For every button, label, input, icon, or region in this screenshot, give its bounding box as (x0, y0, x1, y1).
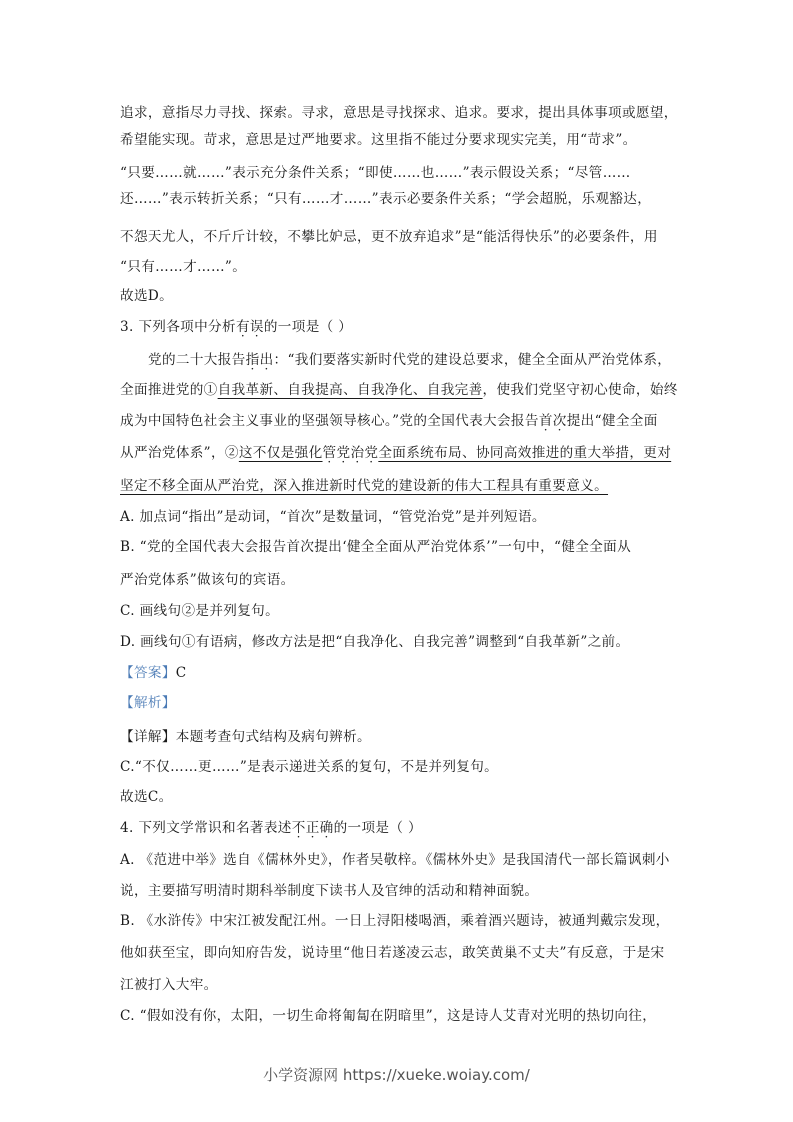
q4-stem-prefix: 4. 下列文学常识和名著表述 (120, 820, 292, 836)
dotted-char: 出 (259, 352, 274, 368)
footer-watermark: 小学资源网 https://xueke.woiay.com/ (263, 1066, 530, 1084)
q3-answer (120, 664, 680, 682)
q4-option-c: C. “假如没有你，太阳，一切生命将匍匐在阴暗里”，这是诗人艾青对光明的热切向往， (120, 1008, 657, 1024)
dotted-char: 管 (322, 445, 337, 461)
underlined-sentence-2: 坚定不移全面从严治党，深入推进新时代党的建设新的伟大工程具有重要意义。 (120, 478, 609, 494)
underlined-sentence-1: 自我革新、自我提高、自我净化、自我完善 (217, 382, 483, 398)
prev-explanation-line: 还……”表示转折关系；“只有……才……”表示必要条件关系；“学会超脱，乐观豁达， (120, 191, 652, 207)
q4-option-a: A. 《范进中举》选自《儒林外史》，作者吴敬梓。《儒林外史》是我国清代一部长篇讽刺小 (120, 852, 670, 868)
q4-option-b: B. 《水浒传》中宋江被发配江州。一日上浔阳楼喝酒，乘着酒兴题诗，被通判戴宗发现， (120, 913, 670, 929)
analysis-tag: 【解析】 (120, 695, 176, 711)
dotted-char: 党 (336, 445, 351, 461)
prev-explanation-line: 追求，意指尽力寻找、探索。寻求，意思是寻找探求、追求。要求，提出具体事项或愿望， (120, 105, 678, 121)
q4-option-b-cont: 江被打入大牢。 (120, 977, 218, 993)
underlined-sentence-2: 全面系统布局、协同高效推进的重大举措，更对 (378, 445, 672, 461)
q3-passage-line-1 (148, 351, 708, 369)
dotted-char: 指 (245, 352, 260, 368)
dotted-char: 确 (319, 820, 334, 836)
q3-stem (120, 318, 680, 336)
q4-stem-suffix: 的一项是（ ） (333, 820, 422, 836)
dotted-char: 治 (350, 445, 365, 461)
dotted-char: 不 (291, 820, 306, 836)
q3-stem-prefix: 3. 下列各项中分析 (120, 319, 236, 335)
q3-passage-line-5 (120, 477, 680, 495)
q3-option-a: A. 加点词“指出”是动词，“首次”是数量词，“管党治党”是并列短语。 (120, 509, 546, 525)
prev-explanation-line: 希望能实现。苛求，意思是过严地要求。这里指不能过分要求现实完美，用“苛求”。 (120, 132, 637, 148)
dotted-char: 正 (305, 820, 320, 836)
prev-explanation-line: 不怨天尤人，不斤斤计较，不攀比妒忌，更不放弃追求”是“能活得快乐”的必要条件，用 (120, 229, 658, 245)
answer-value: C (175, 665, 187, 681)
text: 成为中国特色社会主义事业的坚强领导核心。”党的全国代表大会报告 (120, 413, 539, 429)
q3-passage-line-2 (120, 381, 680, 399)
prev-explanation-line: “只要……就……”表示充分条件关系；“即使……也……”表示假设关系；“尽管…… (120, 165, 631, 181)
q3-option-d: D. 画线句①有语病，修改方法是把“自我净化、自我完善”调整到“自我革新”之前。 (120, 634, 630, 650)
q4-option-b-cont: 他如获至宝，即向知府告发，说诗里“他日若遂凌云志，敢笑黄巢不丈夫”有反意，于是宋 (120, 945, 665, 961)
text: ：“我们要落实新时代党的建设总要求，健全全面从严治党体系， (273, 352, 672, 368)
prev-conclusion: 故选D。 (120, 288, 174, 304)
q3-explanation: C.“不仅……更……”是表示递进关系的复句，不是并列复句。 (120, 759, 499, 775)
q3-detail: 【详解】本题考查句式结构及病句辨析。 (120, 729, 371, 745)
dotted-char: 首 (538, 413, 553, 429)
q4-option-a-cont: 说，主要描写明清时期科举制度下读书人及官绅的活动和精神面貌。 (120, 883, 539, 899)
text: 从严治党体系”，② (120, 445, 239, 461)
answer-tag: 【答案】 (120, 665, 176, 681)
text: 党的二十大报告 (148, 352, 246, 368)
q3-option-b-cont: 严治党体系”做该句的宾语。 (120, 572, 295, 588)
q3-conclusion: 故选C。 (120, 789, 173, 805)
prev-explanation-line: “只有……才……”。 (120, 259, 247, 275)
dotted-char: 次 (552, 413, 567, 429)
dotted-char: 误 (249, 319, 264, 335)
q3-stem-suffix: 的一项是（ ） (263, 319, 353, 335)
text: 提出“健全全面 (566, 413, 658, 429)
q3-option-b: B. “党的全国代表大会报告首次提出‘健全全面从严治党体系’”一句中，“健全全面从 (120, 539, 632, 555)
q4-stem (120, 819, 680, 837)
q3-passage-line-4 (120, 444, 680, 462)
q3-option-c: C. 画线句②是并列复句。 (120, 603, 280, 619)
q3-passage-line-3 (120, 412, 680, 430)
underlined-sentence-2: 这不仅是强化 (238, 445, 323, 461)
dotted-char: 党 (364, 445, 379, 461)
text: ，使我们党坚守初心使命，始终 (482, 382, 678, 398)
text: 全面推进党的① (120, 382, 218, 398)
dotted-char: 有 (235, 319, 250, 335)
